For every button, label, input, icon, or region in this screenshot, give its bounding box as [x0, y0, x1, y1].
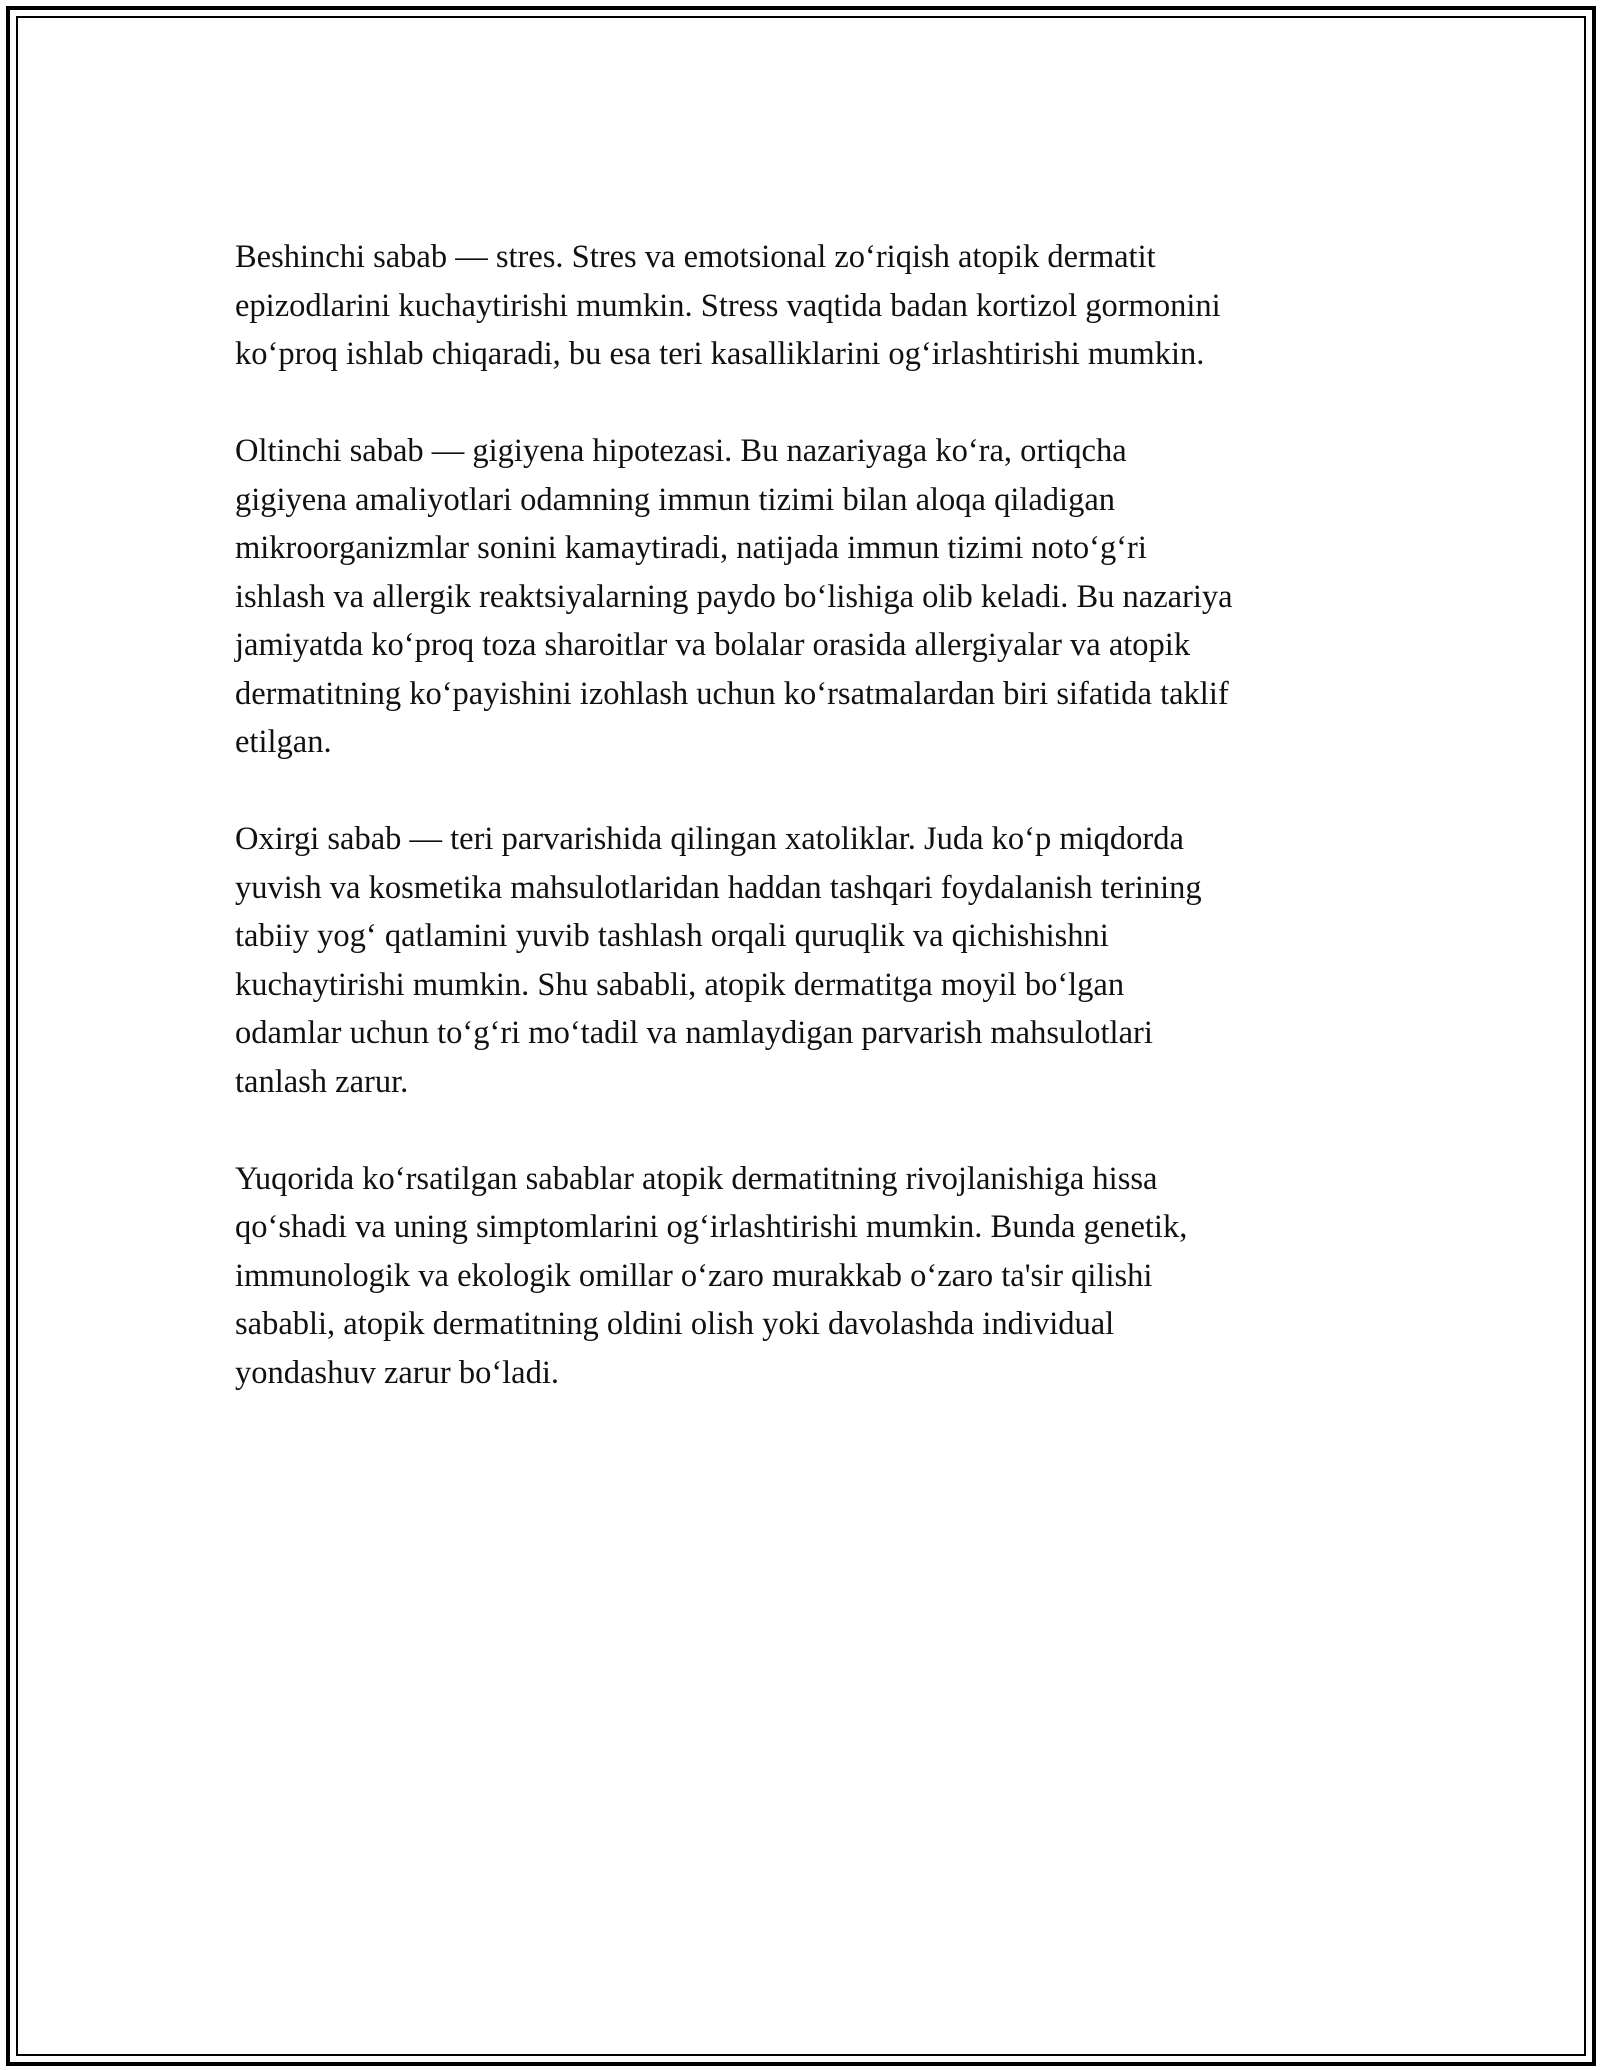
paragraph-skin-care-mistakes: Oxirgi sabab — teri parvarishida qilingan xatoliklar. Juda ko‘p miqdorda yuvish va kosmetika mahsulotlaridan haddan tashqari foydalanish terining tabiiy yog‘ qatlamini yuvib tashlash orqali quruqlik va qichishishni kuchaytirishi mumkin. Shu sababli, atopik dermatitga moyil bo‘lgan odamlar uchun to‘g‘ri mo‘tadil va namlaydigan parvarish mahsulotlari tanlash zarur.: [235, 821, 1202, 1100]
document-body: [235, 233, 1365, 1446]
paragraph-stress: Beshinchi sabab — stres. Stres va emotsional zo‘riqish atopik dermatit epizodlarini kuchaytirishi mumkin. Stress vaqtida badan kortizol gormonini ko‘proq ishlab chiqaradi, bu esa teri kasalliklarini og‘irlashtirishi mumkin.: [235, 239, 1221, 372]
paragraph-hygiene-hypothesis: Oltinchi sabab — gigiyena hipotezasi. Bu nazariyaga ko‘ra, ortiqcha gigiyena amaliyotlari odamning immun tizimi bilan aloqa qiladigan mikroorganizmlar sonini kamaytiradi, natijada immun tizimi noto‘g‘ri ishlash va allergik reaktsiyalarning paydo bo‘lishiga olib keladi. Bu nazariya jamiyatda ko‘proq toza sharoitlar va bolalar orasida allergiyalar va atopik dermatitning ko‘payishini izohlash uchun ko‘rsatmalardan biri sifatida taklif etilgan.: [235, 433, 1233, 760]
paragraph-conclusion: Yuqorida ko‘rsatilgan sabablar atopik dermatitning rivojlanishiga hissa qo‘shadi va uning simptomlarini og‘irlashtirishi mumkin. Bunda genetik, immunologik va ekologik omillar o‘zaro murakkab o‘zaro ta'sir qilishi sababli, atopik dermatitning oldini olish yoki davolashda individual yondashuv zarur bo‘ladi.: [235, 1160, 1188, 1391]
